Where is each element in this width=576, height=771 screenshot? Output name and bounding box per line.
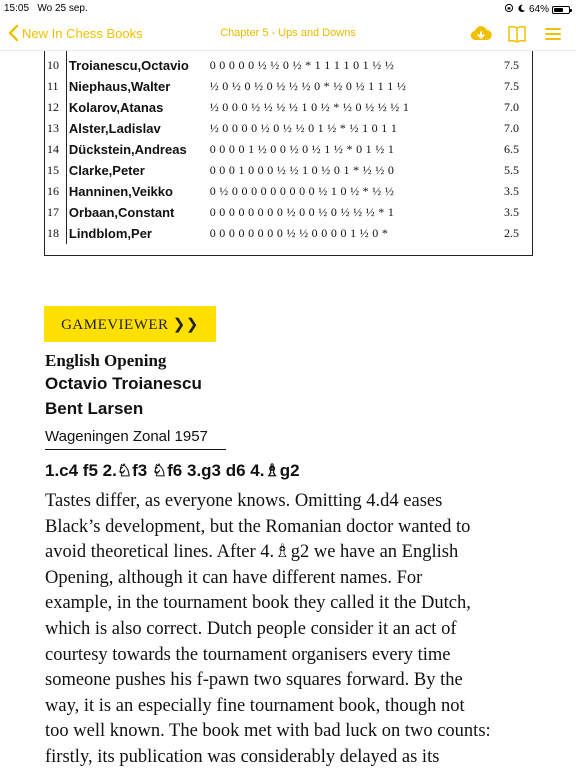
text-line: Opening, although it can have different names. For bbox=[45, 567, 423, 588]
crosstable-row bbox=[45, 97, 532, 118]
row-results: 0 0 0 1 0 0 0 ½ ½ 1 0 ½ 0 1 * ½ ½ 0 bbox=[209, 163, 395, 177]
crosstable bbox=[44, 40, 533, 256]
row-number: 10 bbox=[45, 55, 66, 76]
player-name: Alster,Ladislav bbox=[68, 121, 161, 136]
chevron-left-icon bbox=[8, 24, 19, 42]
text-line: firstly, its publication was considerably delayed as its bbox=[45, 746, 440, 767]
row-results: 0 ½ 0 0 0 0 0 0 0 0 0 ½ 1 0 ½ * ½ ½ bbox=[209, 184, 395, 198]
row-score: 7.0 bbox=[504, 100, 519, 114]
download-cloud-icon[interactable] bbox=[470, 23, 492, 45]
text-line: way, it is an especially fine tournament book, though not bbox=[45, 695, 465, 716]
row-results: ½ 0 0 0 0 ½ 0 ½ ½ 0 1 ½ * ½ 1 0 1 1 bbox=[209, 121, 398, 135]
row-score: 7.0 bbox=[504, 121, 519, 135]
row-score: 7.5 bbox=[504, 79, 519, 93]
row-number: 12 bbox=[45, 97, 66, 118]
text-line: someone pushes his f-pawn two squares forward. By the bbox=[45, 670, 463, 691]
back-button[interactable] bbox=[8, 24, 143, 42]
moon-icon bbox=[517, 4, 526, 16]
battery-percent: 64% bbox=[528, 4, 549, 15]
text-line: Tastes differ, as everyone knows. Omitting 4.d4 eases bbox=[45, 491, 443, 511]
row-score: 5.5 bbox=[504, 163, 519, 177]
game-moves[interactable]: 1.c4 f5 2.♘f3 ♘f6 3.g3 d6 4.♗g2 bbox=[45, 461, 300, 480]
crosstable-row bbox=[45, 139, 532, 160]
text-line: Black’s development, but the Romanian doctor wanted to bbox=[45, 516, 471, 537]
battery-icon bbox=[552, 6, 570, 14]
row-number: 17 bbox=[45, 202, 66, 223]
row-number: 16 bbox=[45, 181, 66, 202]
row-number: 15 bbox=[45, 160, 66, 181]
player-name: Kolarov,Atanas bbox=[68, 100, 164, 115]
player-name: Dückstein,Andreas bbox=[68, 142, 187, 157]
book-open-icon[interactable] bbox=[506, 23, 528, 45]
text-line: courtesy towards the tournament organisers every time bbox=[45, 644, 451, 665]
status-time: 15:05 bbox=[4, 3, 30, 14]
annotation-text bbox=[45, 489, 537, 771]
text-line: avoid theoretical lines. After 4.♗g2 we have an English bbox=[45, 542, 459, 563]
text-line: too well known. The book met with bad luck on two counts: bbox=[45, 721, 491, 742]
navigation-bar bbox=[0, 18, 576, 51]
row-number: 11 bbox=[45, 76, 66, 97]
player-name: Hanninen,Veikko bbox=[68, 184, 173, 199]
crosstable-row bbox=[45, 76, 532, 97]
status-date: Wo 25 sep. bbox=[37, 3, 88, 14]
status-time-date bbox=[4, 3, 88, 14]
menu-icon[interactable] bbox=[542, 23, 564, 45]
nav-actions bbox=[470, 23, 564, 45]
player-name: Clarke,Peter bbox=[68, 163, 145, 178]
crosstable-grid bbox=[45, 40, 532, 244]
row-score: 3.5 bbox=[504, 184, 519, 198]
row-results: 0 0 0 0 0 ½ ½ 0 ½ * 1 1 1 1 0 1 ½ ½ bbox=[209, 58, 395, 72]
black-player-name: Bent Larsen bbox=[45, 399, 144, 418]
status-indicators bbox=[504, 3, 570, 16]
row-score: 2.5 bbox=[504, 226, 519, 240]
crosstable-row bbox=[45, 223, 532, 244]
row-number: 14 bbox=[45, 139, 66, 160]
row-score: 7.5 bbox=[504, 58, 519, 72]
text-line: example, in the tournament book they called it the Dutch, bbox=[45, 593, 471, 614]
event-name: Wageningen Zonal 1957 bbox=[45, 428, 226, 450]
row-number: 18 bbox=[45, 223, 66, 244]
row-results: 0 0 0 0 0 0 0 0 ½ ½ 0 0 0 0 1 ½ 0 * bbox=[209, 226, 389, 240]
crosstable-row bbox=[45, 202, 532, 223]
row-results: 0 0 0 0 0 0 0 0 ½ 0 0 ½ 0 ½ ½ ½ * 1 bbox=[209, 205, 395, 219]
white-player-name: Octavio Troianescu bbox=[45, 374, 202, 393]
back-button-label: New In Chess Books bbox=[22, 25, 143, 41]
player-name: Orbaan,Constant bbox=[68, 205, 175, 220]
player-name: Lindblom,Per bbox=[68, 226, 152, 241]
row-number: 13 bbox=[45, 118, 66, 139]
crosstable-row bbox=[45, 118, 532, 139]
crosstable-row bbox=[45, 55, 532, 76]
status-bar bbox=[0, 0, 576, 18]
row-results: ½ 0 0 0 ½ ½ ½ ½ 1 0 ½ * ½ 0 ½ ½ ½ 1 bbox=[209, 100, 410, 114]
row-results: 0 0 0 0 1 ½ 0 0 ½ 0 ½ 1 ½ * 0 1 ½ 1 bbox=[209, 142, 395, 156]
crosstable-row bbox=[45, 160, 532, 181]
row-score: 6.5 bbox=[504, 142, 519, 156]
row-results: ½ 0 ½ 0 ½ 0 ½ ½ ½ 0 * ½ 0 ½ 1 1 1 ½ bbox=[209, 79, 407, 93]
crosstable-row bbox=[45, 181, 532, 202]
orientation-lock-icon bbox=[504, 3, 514, 16]
row-score: 3.5 bbox=[504, 205, 519, 219]
chapter-title: Chapter 5 - Ups and Downs bbox=[220, 27, 356, 39]
opening-name: English Opening bbox=[45, 351, 167, 370]
player-name: Troianescu,Octavio bbox=[68, 58, 189, 73]
text-line: which is also correct. Dutch people consider it an act of bbox=[45, 618, 457, 639]
gameviewer-button[interactable]: GAMEVIEWER ❯❯ bbox=[44, 306, 216, 342]
player-name: Niephaus,Walter bbox=[68, 79, 171, 94]
